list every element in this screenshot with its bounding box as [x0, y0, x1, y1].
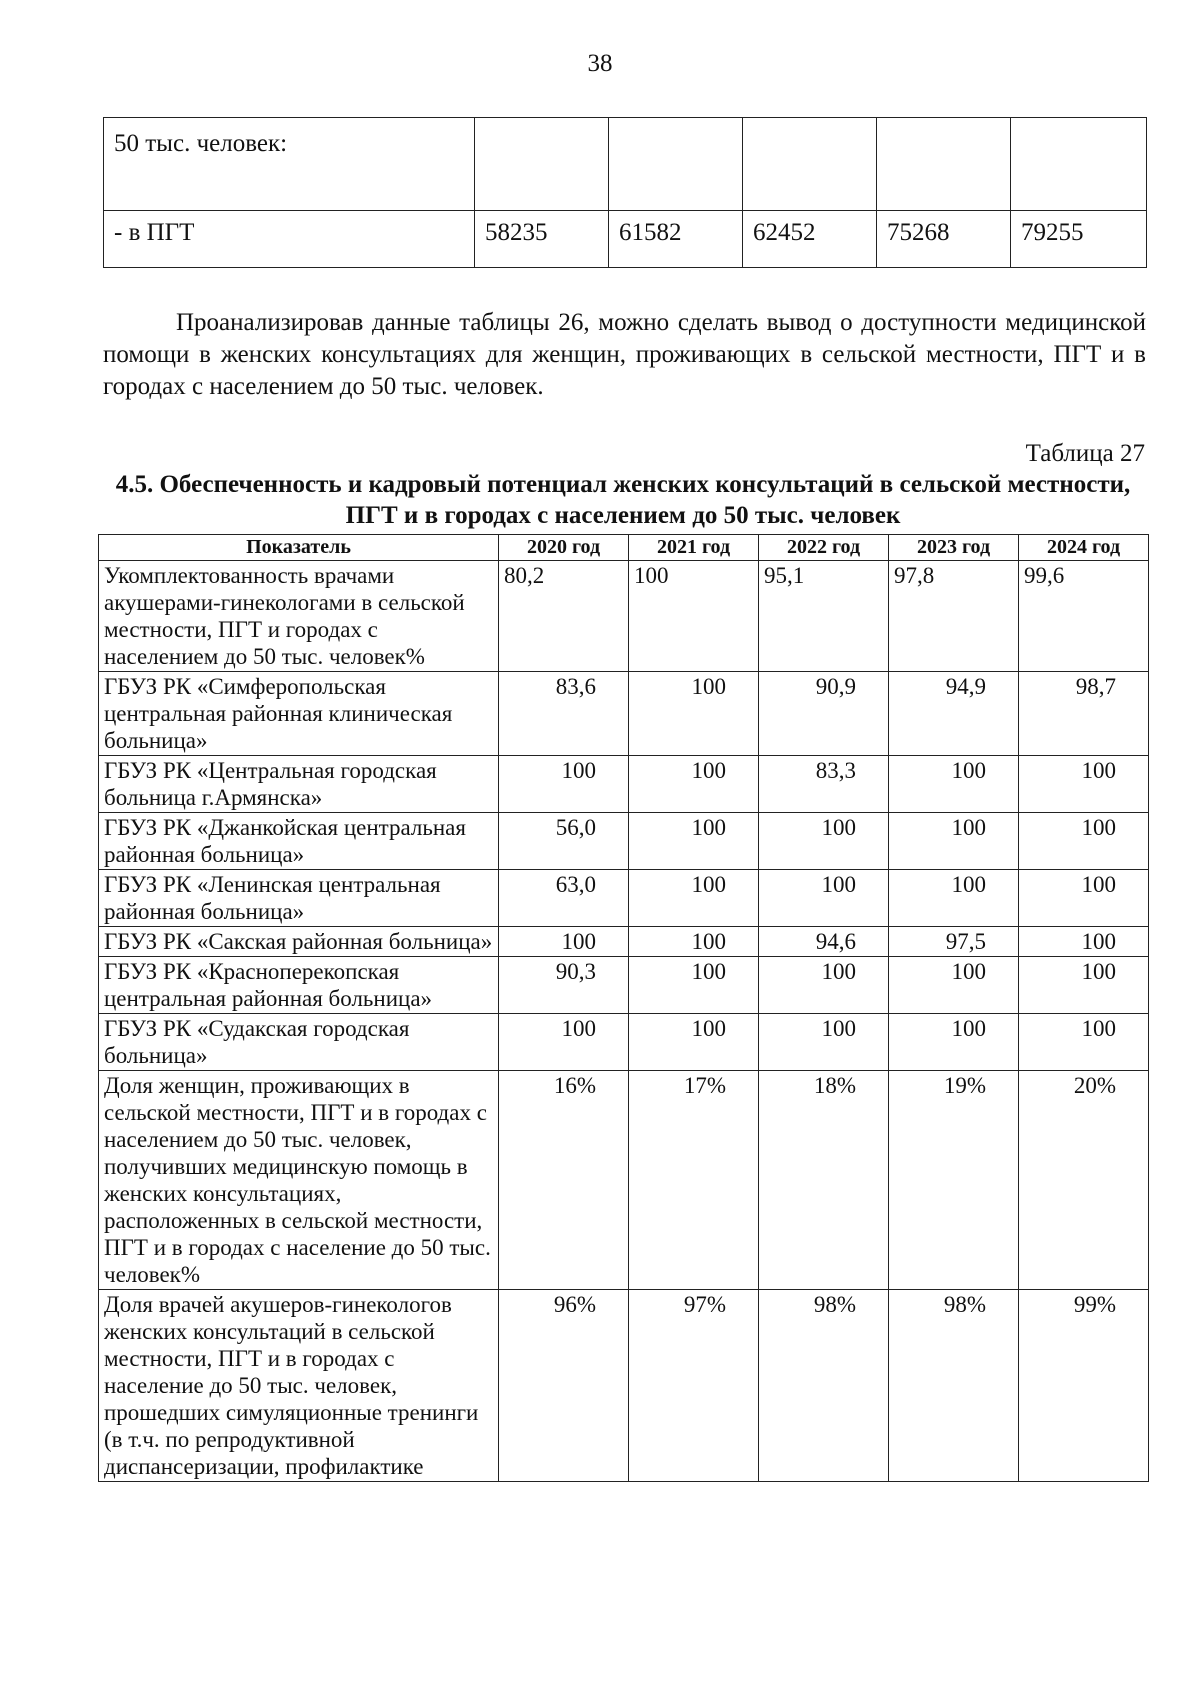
value-cell: 100: [629, 870, 759, 927]
table-row: [99, 756, 1149, 813]
table-row: [99, 870, 1149, 927]
column-header-year: 2023 год: [889, 535, 1019, 561]
value-cell: 79255: [1011, 211, 1147, 268]
table-row: [104, 211, 1147, 268]
value-cell: 58235: [475, 211, 609, 268]
value-cell: 17%: [629, 1071, 759, 1290]
table-row: [99, 813, 1149, 870]
value-cell: 83,6: [499, 672, 629, 756]
value-cell: 18%: [759, 1071, 889, 1290]
row-label: ГБУЗ РК «Красноперекопская центральная районная больница»: [99, 957, 499, 1014]
row-label: Укомплектованность врачами акушерами-гинекологами в сельской местности, ПГТ и городах с населением до 50 тыс. человек%: [99, 561, 499, 672]
page-number: 38: [587, 50, 613, 77]
value-cell: 100: [1019, 870, 1149, 927]
value-cell: [743, 118, 877, 211]
row-label: Доля врачей акушеров-гинекологов женских консультаций в сельской местности, ПГТ и в городах с население до 50 тыс. человек, прошедших симуляционные тренинги (в т.ч. по репродуктивной диспансеризации, профилактике: [99, 1290, 499, 1482]
analysis-paragraph: Проанализировав данные таблицы 26, можно сделать вывод о доступности медицинской помощи в женских консультациях для женщин, проживающих в сельской местности, ПГТ и в городах с населением до 50 тыс. человек.: [103, 309, 1146, 400]
row-label: Доля женщин, проживающих в сельской местности, ПГТ и в городах с населением до 50 тыс. человек, получивших медицинскую помощь в женских консультациях, расположенных в сельской местности, ПГТ и в городах с население до 50 тыс. человек%: [99, 1071, 499, 1290]
value-cell: 61582: [609, 211, 743, 268]
row-label: ГБУЗ РК «Ленинская центральная районная больница»: [99, 870, 499, 927]
value-cell: [609, 118, 743, 211]
value-cell: 94,6: [759, 927, 889, 957]
value-cell: 100: [629, 672, 759, 756]
value-cell: 98%: [759, 1290, 889, 1482]
staffing-table-body: [99, 561, 1149, 1482]
value-cell: 100: [759, 1014, 889, 1071]
value-cell: 16%: [499, 1071, 629, 1290]
column-header-year: 2024 год: [1019, 535, 1149, 561]
value-cell: 94,9: [889, 672, 1019, 756]
column-header-year: 2021 год: [629, 535, 759, 561]
value-cell: 98%: [889, 1290, 1019, 1482]
table-row: [99, 1014, 1149, 1071]
value-cell: 100: [629, 927, 759, 957]
column-header-indicator: Показатель: [99, 535, 499, 561]
value-cell: 99%: [1019, 1290, 1149, 1482]
value-cell: [1011, 118, 1147, 211]
value-cell: 63,0: [499, 870, 629, 927]
value-cell: 100: [629, 813, 759, 870]
value-cell: [877, 118, 1011, 211]
table-row: [99, 957, 1149, 1014]
value-cell: 100: [629, 561, 759, 672]
value-cell: 75268: [877, 211, 1011, 268]
value-cell: 90,3: [499, 957, 629, 1014]
value-cell: 100: [889, 1014, 1019, 1071]
table-row: [104, 118, 1147, 211]
value-cell: 100: [499, 927, 629, 957]
value-cell: 20%: [1019, 1071, 1149, 1290]
value-cell: 100: [759, 870, 889, 927]
staffing-table: [98, 534, 1149, 1482]
table-caption: Таблица 27: [1025, 440, 1145, 467]
column-header-year: 2022 год: [759, 535, 889, 561]
value-cell: 97,8: [889, 561, 1019, 672]
value-cell: 90,9: [759, 672, 889, 756]
value-cell: 100: [499, 1014, 629, 1071]
row-label: ГБУЗ РК «Сакская районная больница»: [99, 927, 499, 957]
value-cell: 100: [759, 957, 889, 1014]
value-cell: 96%: [499, 1290, 629, 1482]
value-cell: 100: [1019, 957, 1149, 1014]
row-label: - в ПГТ: [104, 211, 475, 268]
continuation-table-body: [104, 118, 1147, 268]
value-cell: 100: [889, 813, 1019, 870]
value-cell: 62452: [743, 211, 877, 268]
value-cell: 100: [889, 870, 1019, 927]
value-cell: [475, 118, 609, 211]
value-cell: 99,6: [1019, 561, 1149, 672]
value-cell: 100: [759, 813, 889, 870]
section-title: 4.5. Обеспеченность и кадровый потенциал женских консультаций в сельской местности, ПГТ и в городах с населением до 50 тыс. человек: [115, 471, 1131, 529]
continuation-table: [103, 117, 1147, 268]
table-row: [99, 672, 1149, 756]
value-cell: 100: [629, 756, 759, 813]
value-cell: 100: [1019, 756, 1149, 813]
value-cell: 100: [1019, 927, 1149, 957]
value-cell: 98,7: [1019, 672, 1149, 756]
table-row: [99, 927, 1149, 957]
value-cell: 100: [629, 1014, 759, 1071]
row-label: 50 тыс. человек:: [104, 118, 475, 211]
value-cell: 80,2: [499, 561, 629, 672]
value-cell: 95,1: [759, 561, 889, 672]
value-cell: 100: [1019, 813, 1149, 870]
table-row: [99, 561, 1149, 672]
value-cell: 83,3: [759, 756, 889, 813]
value-cell: 56,0: [499, 813, 629, 870]
column-header-year: 2020 год: [499, 535, 629, 561]
row-label: ГБУЗ РК «Симферопольская центральная районная клиническая больница»: [99, 672, 499, 756]
value-cell: 19%: [889, 1071, 1019, 1290]
table-row: [99, 1290, 1149, 1482]
value-cell: 100: [1019, 1014, 1149, 1071]
staffing-table-header: [99, 535, 1149, 561]
value-cell: 97%: [629, 1290, 759, 1482]
row-label: ГБУЗ РК «Судакская городская больница»: [99, 1014, 499, 1071]
table-row: [99, 1071, 1149, 1290]
row-label: ГБУЗ РК «Джанкойская центральная районная больница»: [99, 813, 499, 870]
row-label: ГБУЗ РК «Центральная городская больница г.Армянска»: [99, 756, 499, 813]
value-cell: 97,5: [889, 927, 1019, 957]
value-cell: 100: [499, 756, 629, 813]
value-cell: 100: [889, 957, 1019, 1014]
value-cell: 100: [629, 957, 759, 1014]
value-cell: 100: [889, 756, 1019, 813]
